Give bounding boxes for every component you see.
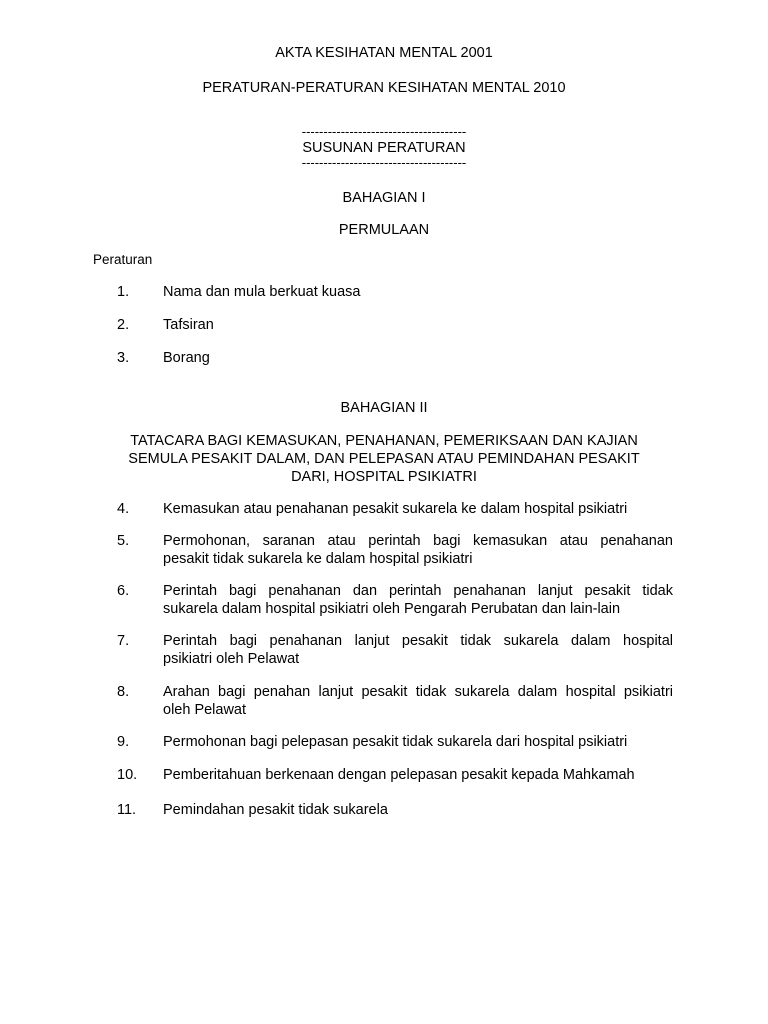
item-text-line: psikiatri oleh Pelawat	[163, 651, 300, 667]
part-2-title	[90, 432, 678, 486]
item-text-line: Perintah bagi penahanan lanjut pesakit tidak sukarela dalam hospital	[163, 633, 673, 649]
part-1-label: BAHAGIAN I	[342, 190, 426, 206]
item-number: 5.	[117, 533, 130, 549]
item-text-line: Perintah bagi penahanan dan perintah penahanan lanjut pesakit tidak	[163, 583, 673, 599]
item-text	[163, 532, 673, 568]
item-number: 3.	[117, 350, 130, 366]
item-text-line: oleh Pelawat	[163, 702, 247, 718]
item-text	[163, 582, 673, 618]
item-text-line: Permohonan, saranan atau perintah bagi kemasukan atau penahanan	[163, 533, 673, 549]
part-2-label: BAHAGIAN II	[340, 400, 428, 416]
item-text-line: Pemindahan pesakit tidak sukarela	[163, 802, 388, 818]
regulation-title: PERATURAN-PERATURAN KESIHATAN MENTAL 2010	[202, 80, 566, 96]
part-2-title-line: TATACARA BAGI KEMASUKAN, PENAHANAN, PEMERIKSAAN DAN KAJIAN	[130, 433, 638, 449]
item-number: 6.	[117, 583, 130, 599]
item-text-line: Pemberitahuan berkenaan dengan pelepasan pesakit kepada Mahkamah	[163, 767, 635, 783]
part-1-title: PERMULAAN	[338, 222, 430, 238]
item-text-line: sukarela dalam hospital psikiatri oleh Pengarah Perubatan dan lain-lain	[163, 601, 621, 617]
item-number: 9.	[117, 734, 130, 750]
divider-bottom: --------------------------------------	[301, 155, 467, 170]
item-text	[163, 733, 673, 751]
item-text	[163, 632, 673, 668]
item-number: 11.	[117, 802, 137, 818]
item-text	[163, 801, 673, 819]
item-text: Borang	[163, 350, 210, 366]
act-title: AKTA KESIHATAN MENTAL 2001	[275, 45, 493, 61]
item-text: Nama dan mula berkuat kuasa	[163, 284, 361, 300]
item-number: 4.	[117, 501, 130, 517]
item-text: Tafsiran	[163, 317, 214, 333]
column-label: Peraturan	[93, 252, 153, 267]
item-number: 1.	[117, 284, 130, 300]
item-number: 2.	[117, 317, 130, 333]
item-text	[163, 766, 673, 784]
part-2-title-line: DARI, HOSPITAL PSIKIATRI	[291, 469, 477, 485]
item-text	[163, 500, 673, 518]
item-number: 10.	[117, 767, 138, 783]
part-2-title-line: SEMULA PESAKIT DALAM, DAN PELEPASAN ATAU PEMINDAHAN PESAKIT	[128, 451, 640, 467]
item-text-line: Arahan bagi penahan lanjut pesakit tidak sukarela dalam hospital psikiatri	[163, 684, 673, 700]
item-text	[163, 683, 673, 719]
item-text-line: pesakit tidak sukarela ke dalam hospital psikiatri	[163, 551, 473, 567]
item-text-line: Permohonan bagi pelepasan pesakit tidak sukarela dari hospital psikiatri	[163, 734, 628, 750]
arrangement-title: SUSUNAN PERATURAN	[302, 140, 466, 156]
item-number: 8.	[117, 684, 130, 700]
divider-top: --------------------------------------	[301, 124, 467, 139]
item-text-line: Kemasukan atau penahanan pesakit sukarela ke dalam hospital psikiatri	[163, 501, 628, 517]
item-number: 7.	[117, 633, 130, 649]
